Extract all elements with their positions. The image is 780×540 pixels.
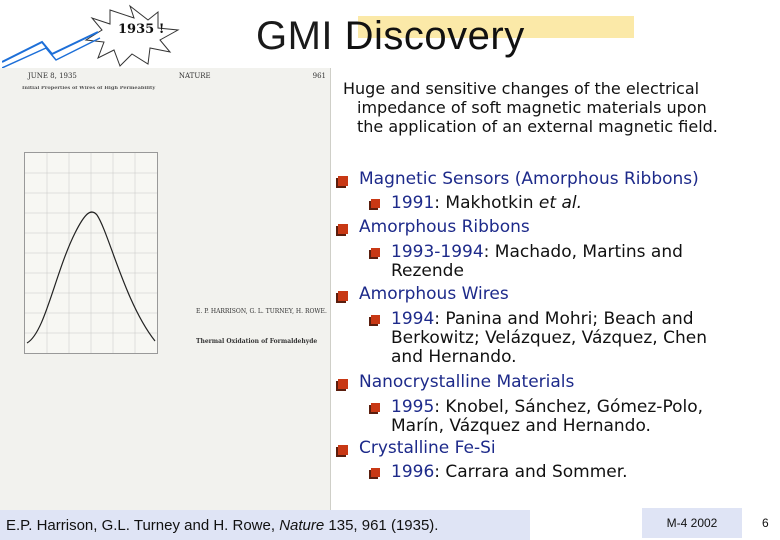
entry-text: : Panina and Mohri; Beach and [434,309,694,329]
badge-label: 1935 ! [118,22,165,37]
entry-text: : Machado, Martins and [483,242,683,262]
entry-year: 1995 [391,397,435,417]
section-heading: Amorphous Ribbons [359,217,530,237]
sub-bullet-square-icon [371,315,380,324]
section-heading: Amorphous Wires [359,284,509,304]
entry-year: 1996 [391,462,435,482]
paper-column-right [166,86,326,506]
reference-citation: 135, 961 (1935). [328,517,439,534]
paper-journal: NATURE [178,72,211,80]
footer-reference [6,517,438,534]
intro-line: impedance of soft magnetic materials upon [357,98,707,117]
reference-authors: E.P. Harrison, G.L. Turney and H. Rowe, [6,517,276,534]
bullet-square-icon [338,445,348,455]
entry-year: 1993-1994 [391,242,484,262]
title-first-word: GMI [256,14,334,58]
bullet-square-icon [338,224,348,234]
paper-next-heading: Thermal Oxidation of Formaldehyde [196,338,318,345]
entry-text: Marín, Vázquez and Hernando. [391,416,651,436]
paper-figure [24,152,158,354]
section-heading: Crystalline Fe-Si [359,438,496,458]
entry-text: : Makhotkin et al. [434,193,582,213]
entry [391,194,582,213]
conference-label: M-4 2002 [642,508,742,538]
paper-page: 961 [312,72,326,80]
entry-text: : Knobel, Sánchez, Gómez-Polo, [434,397,704,417]
page-number: 6 [762,516,769,530]
entry-text: : Carrara and Sommer. [434,462,628,482]
paper-figure-plot [25,153,157,353]
starburst-badge [2,2,182,74]
bullet-square-icon [338,176,348,186]
bullet-square-icon [338,379,348,389]
intro-text [343,79,775,136]
entry-text: Rezende [391,261,464,281]
entry [391,310,707,367]
intro-line: the application of an external magnetic field. [357,117,718,136]
sub-bullet-square-icon [371,199,380,208]
scanned-paper [0,68,331,514]
section-heading: Magnetic Sensors (Amorphous Ribbons) [359,169,699,189]
entry-text: Berkowitz; Velázquez, Vázquez, Chen [391,328,707,348]
intro-line: Huge and sensitive changes of the electrical [343,79,700,98]
sub-bullet-square-icon [371,403,380,412]
reference-journal: Nature [279,517,325,534]
paper-heading: Initial Properties of Wires of High Permeability [22,86,156,91]
sub-bullet-square-icon [371,248,380,257]
sub-bullet-square-icon [371,468,380,477]
paper-signatures: E. P. HARRISON, G. L. TURNEY, H. ROWE. [196,308,327,315]
paper-header [28,72,326,80]
paper-date: JUNE 8, 1935 [28,72,77,80]
entry-year: 1994 [391,309,435,329]
title-rest: Discovery [333,14,525,58]
entry-text: and Hernando. [391,347,517,367]
entry [391,398,703,436]
slide-title [256,14,525,59]
entry [391,463,628,482]
entry [391,243,683,281]
entry-year: 1991 [391,193,435,213]
bullet-square-icon [338,291,348,301]
section-heading: Nanocrystalline Materials [359,372,575,392]
